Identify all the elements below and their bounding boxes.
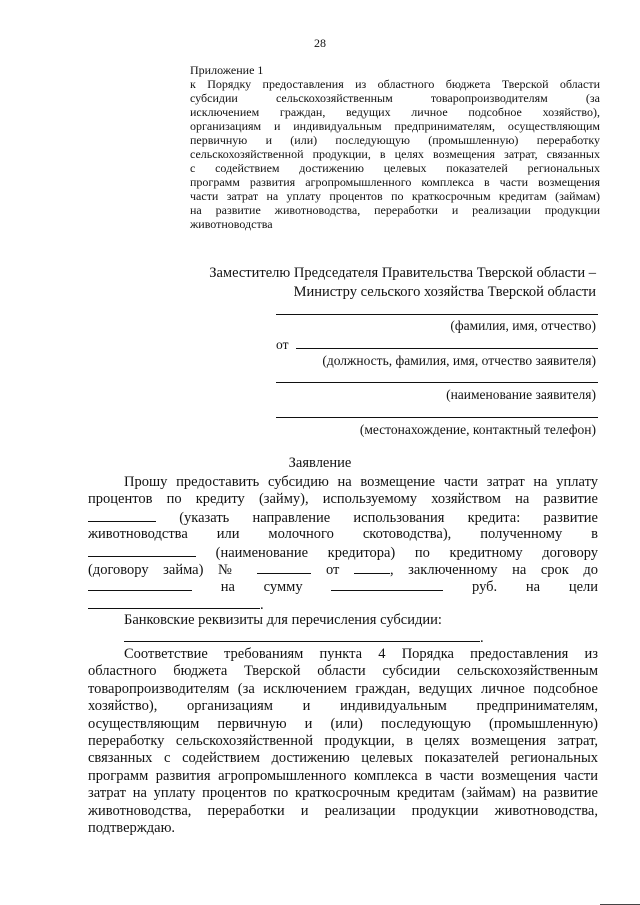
appendix-line: животноводства: [190, 217, 273, 231]
amount-blank[interactable]: [331, 578, 443, 591]
request-line: [88, 509, 598, 526]
confirm-line: хозяйство), организациям и индивидуальным предпринимателям,: [88, 698, 598, 715]
from-label: от: [276, 337, 289, 352]
appendix-line: субсидии сельскохозяйственным товаропроизводителям (за: [190, 91, 600, 105]
from-date-label: от: [325, 561, 340, 578]
fio-caption: (фамилия, имя, отчество): [450, 318, 596, 333]
period: .: [260, 596, 264, 613]
appendix-line: Приложение 1: [190, 63, 264, 77]
appendix-line: первичную и (или) последующую (промышленную) переработку: [190, 133, 600, 147]
appendix-line: на развитие животноводства, переработки и реализации продукции: [190, 203, 600, 217]
confirm-line: животноводства, переработки и реализации продукции животноводства,: [88, 802, 598, 819]
term-blank[interactable]: [88, 578, 192, 591]
appendix-line: части затрат на уплату процентов по краткосрочным кредитам (займам): [190, 189, 600, 203]
page-number: 28: [314, 36, 326, 50]
appendix-block: [190, 63, 600, 231]
request-line: процентов по кредиту (займу), используемому хозяйством на развитие: [88, 491, 598, 508]
applicant-caption: (наименование заявителя): [446, 387, 596, 402]
request-line: [88, 578, 598, 595]
bank-label: Банковские реквизиты для перечисления субсидии:: [124, 612, 442, 628]
request-line: [88, 544, 598, 561]
bank-details: [88, 612, 598, 647]
position-input-line[interactable]: [296, 348, 598, 349]
request-paragraph: [88, 474, 598, 613]
applicant-input-line[interactable]: [276, 382, 598, 383]
creditor-text: (наименование кредитора) по кредитному договору: [215, 544, 598, 561]
amount-label: на сумму: [220, 579, 303, 596]
confirm-line: подтверждаю.: [88, 819, 176, 836]
confirm-line: Соответствие требованиям пункта 4 Порядка предоставления из: [124, 646, 598, 662]
appendix-line: к Порядку предоставления из областного бюджета Тверской области: [190, 77, 600, 91]
request-line: [88, 561, 598, 578]
confirm-line: затрат на уплату процентов по краткосрочным кредитам (займам) на развитие: [88, 785, 598, 802]
appendix-line: с содействием достижению целевых показателей региональных: [190, 161, 600, 175]
term-text: , заключенному на срок до: [389, 561, 598, 578]
bank-line: [88, 629, 598, 646]
addressee-line-1: Заместителю Председателя Правительства Тверской области –: [209, 265, 596, 281]
contract-number-blank[interactable]: [257, 561, 311, 574]
statement-title: Заявление: [288, 455, 352, 471]
confirm-line: программ развития агропромышленного комплекса в части возмещения части: [88, 767, 598, 784]
period: .: [480, 630, 484, 647]
appendix-line: исключением граждан, ведущих личное подсобное хозяйство),: [190, 105, 600, 119]
request-line: животноводства или молочного скотоводства), полученному в: [88, 526, 598, 543]
fio-input-line[interactable]: [276, 314, 598, 315]
position-caption: (должность, фамилия, имя, отчество заявителя): [322, 353, 596, 368]
page-edge-mark: [600, 901, 640, 905]
confirm-line: связанных с содействием достижению целевых показателей региональных: [88, 750, 598, 767]
contract-label: (договору займа) №: [88, 561, 243, 578]
confirm-line: областного бюджета Тверской области субсидии сельскохозяйственным: [88, 663, 598, 680]
confirm-line: переработку сельскохозяйственной продукции, в целях возмещения затрат,: [88, 732, 598, 749]
contract-date-blank[interactable]: [354, 561, 390, 574]
location-input-line[interactable]: [276, 417, 598, 418]
appendix-line: программ развития агропромышленного комплекса в части возмещения: [190, 175, 600, 189]
confirmation-paragraph: [88, 646, 598, 837]
confirm-line: осуществляющим первичную и (или) последующую (промышленную): [88, 715, 598, 732]
request-line: Прошу предоставить субсидию на возмещение части затрат на уплату: [124, 474, 598, 490]
addressee-line-2: Министру сельского хозяйства Тверской области: [293, 284, 596, 300]
purpose-blank[interactable]: [88, 596, 260, 609]
appendix-line: организациям и индивидуальным предпринимателям, осуществляющим: [190, 119, 600, 133]
appendix-line: сельскохозяйственной продукции, в целях возмещения затрат, связанных: [190, 147, 600, 161]
confirm-line: товаропроизводителям (за исключением граждан, ведущих личное подсобное: [88, 680, 598, 697]
creditor-blank[interactable]: [88, 544, 196, 557]
direction-blank[interactable]: [88, 509, 156, 522]
direction-text: (указать направление использования кредита: развитие: [179, 509, 598, 526]
location-caption: (местонахождение, контактный телефон): [359, 422, 596, 437]
request-line: [88, 596, 598, 613]
bank-details-blank[interactable]: [124, 629, 480, 642]
purpose-label: руб. на цели: [472, 579, 598, 596]
